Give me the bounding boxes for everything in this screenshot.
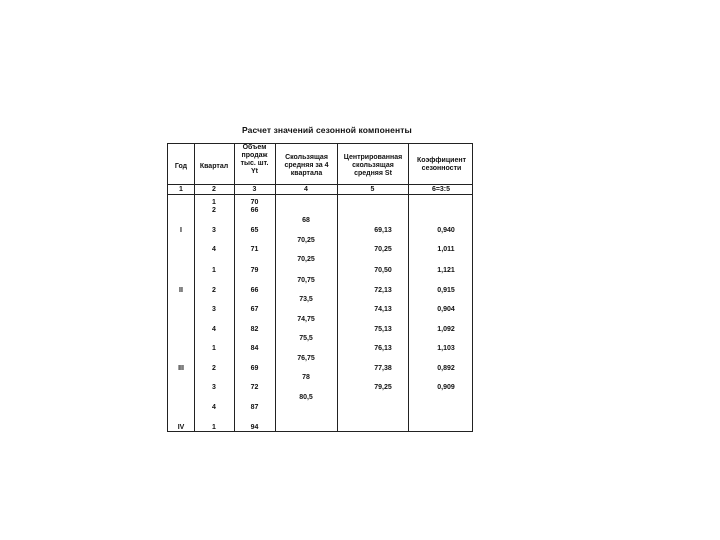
- centered-average-cell: 79,25: [374, 384, 392, 391]
- quarter-cell: 4: [212, 326, 216, 333]
- numbering-divider: [168, 194, 472, 195]
- centered-average-cell: 72,13: [374, 287, 392, 294]
- volume-cell: 66: [250, 207, 259, 214]
- seasonality-coef-cell: 0,915: [437, 287, 455, 294]
- seasonality-coef-cell: 0,904: [437, 306, 455, 313]
- header-divider: [168, 184, 472, 185]
- moving-average-cell: 80,5: [299, 394, 313, 401]
- year-label: II: [179, 287, 183, 294]
- quarter-cell: 3: [212, 227, 216, 234]
- volume-cell: 66: [250, 287, 259, 294]
- header-volume-label: Объем продаж тыс. шт.: [240, 144, 269, 167]
- year-label: IV: [177, 424, 185, 431]
- quarter-cell: 4: [212, 246, 216, 253]
- volume-cell: 87: [250, 404, 259, 411]
- header-centered-label: Центрированная скользящая средняя: [343, 154, 403, 177]
- column-number: 4: [304, 186, 308, 193]
- quarter-cell: 1: [212, 199, 216, 206]
- volume-cell: 65: [250, 227, 259, 234]
- column-number: 2: [212, 186, 216, 193]
- moving-average-cell: 78: [302, 374, 310, 381]
- centered-average-cell: 77,38: [374, 365, 392, 372]
- moving-average-cell: 70,25: [297, 256, 315, 263]
- header-volume-symbol: Yt: [251, 168, 258, 175]
- header-centered-average: [338, 154, 408, 178]
- column-number: 1: [179, 186, 183, 193]
- moving-average-cell: 74,75: [297, 316, 315, 323]
- volume-cell: 84: [250, 345, 259, 352]
- volume-cell: 67: [250, 306, 259, 313]
- centered-average-cell: 69,13: [374, 227, 392, 234]
- moving-average-cell: 75,5: [299, 335, 313, 342]
- seasonal-table: [167, 143, 473, 432]
- quarter-cell: 1: [212, 267, 216, 274]
- seasonality-coef-cell: 0,940: [437, 227, 455, 234]
- volume-cell: 70: [250, 199, 259, 206]
- year-label: III: [178, 365, 184, 372]
- volume-cell: 79: [250, 267, 259, 274]
- column-number: 5: [370, 186, 375, 193]
- seasonality-coef-cell: 1,011: [437, 246, 455, 253]
- seasonality-coef-cell: 1,103: [437, 345, 455, 352]
- volume-cell: 82: [250, 326, 259, 333]
- year-label: I: [180, 227, 182, 234]
- seasonality-coef-cell: 0,909: [437, 384, 455, 391]
- seasonality-coef-cell: 0,892: [437, 365, 455, 372]
- volume-cell: 94: [250, 424, 259, 431]
- moving-average-cell: 68: [302, 217, 310, 224]
- centered-average-cell: 74,13: [374, 306, 392, 313]
- moving-average-cell: 76,75: [297, 355, 315, 362]
- seasonality-coef-cell: 1,121: [437, 267, 455, 274]
- quarter-cell: 4: [212, 404, 216, 411]
- seasonality-coef-cell: 1,092: [437, 326, 455, 333]
- centered-average-cell: 70,50: [374, 267, 392, 274]
- header-centered-symbol: St: [384, 170, 392, 177]
- volume-cell: 71: [250, 246, 259, 253]
- volume-cell: 69: [250, 365, 259, 372]
- header-moving-average: Скользящая средняя за 4 квартала: [284, 154, 329, 177]
- moving-average-cell: 73,5: [299, 296, 313, 303]
- quarter-cell: 3: [212, 384, 216, 391]
- quarter-cell: 2: [212, 287, 216, 294]
- header-seasonality-coef: Коэффициент сезонности: [416, 157, 467, 172]
- centered-average-cell: 70,25: [374, 246, 392, 253]
- quarter-cell: 1: [212, 345, 216, 352]
- quarter-cell: 1: [212, 424, 216, 431]
- moving-average-cell: 70,25: [297, 237, 315, 244]
- quarter-cell: 3: [212, 306, 216, 313]
- centered-average-cell: 76,13: [374, 345, 392, 352]
- moving-average-cell: 70,75: [297, 277, 315, 284]
- volume-cell: 72: [250, 384, 259, 391]
- header-quarter: Квартал: [199, 163, 229, 170]
- quarter-cell: 2: [212, 365, 216, 372]
- quarter-cell: 2: [212, 207, 216, 214]
- page-title: Расчет значений сезонной компоненты: [242, 125, 412, 135]
- column-number: 6=3:5: [431, 186, 451, 193]
- column-number: 3: [252, 186, 257, 193]
- header-volume: [235, 144, 274, 176]
- header-year: Год: [174, 163, 188, 170]
- centered-average-cell: 75,13: [374, 326, 392, 333]
